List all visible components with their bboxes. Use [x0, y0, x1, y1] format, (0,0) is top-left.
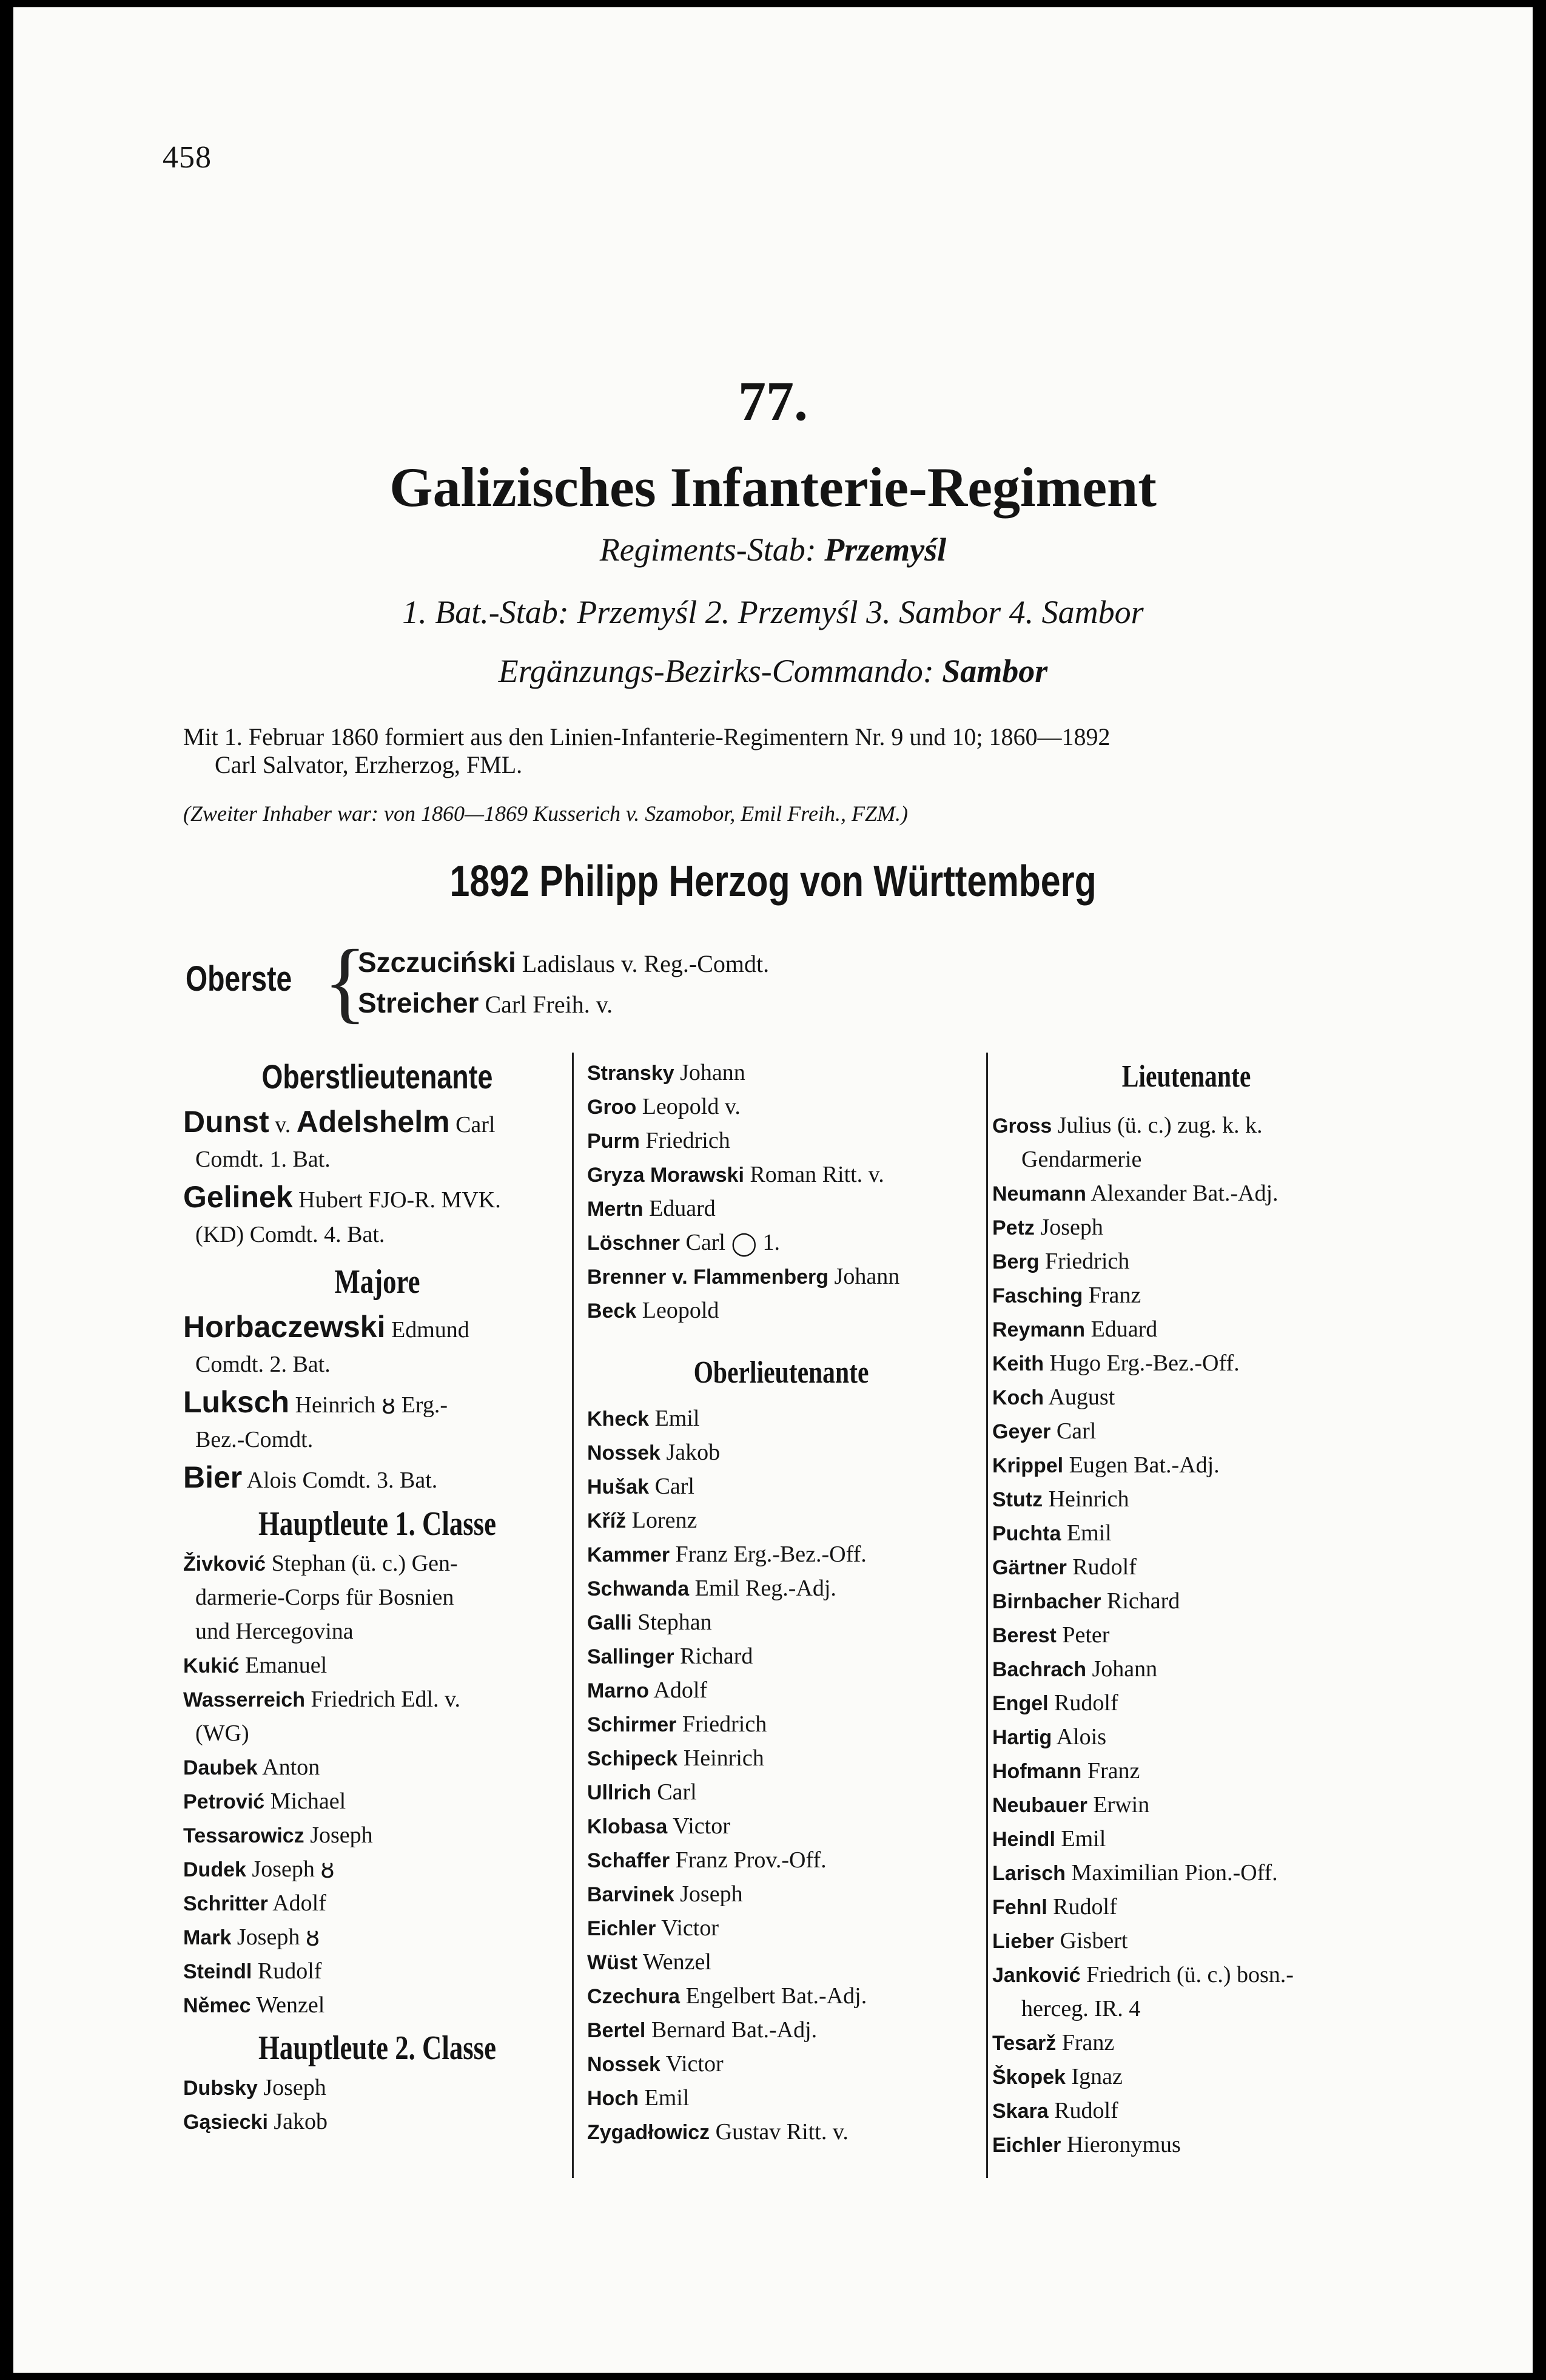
list-item: Dunst v. Adelshelm Carl: [183, 1105, 496, 1139]
list-item: Barvinek Joseph: [587, 1881, 743, 1907]
brace-glyph: {: [323, 931, 367, 1032]
heading-oberstlieutenante: Oberstlieutenante: [261, 1057, 493, 1096]
oberste-label: Oberste: [186, 959, 292, 999]
regiment-chef: 1892 Philipp Herzog von Württemberg: [449, 857, 1097, 906]
list-item: Ullrich Carl: [587, 1779, 697, 1805]
list-item: Schaffer Franz Prov.-Off.: [587, 1847, 827, 1873]
lieutenante-list: [992, 1176, 1380, 1958]
list-item: Stutz Heinrich: [992, 1486, 1129, 1512]
list-item-cont: Bez.-Comdt.: [195, 1427, 314, 1452]
list-item: Wasserreich Friedrich Edl. v.: [183, 1687, 461, 1712]
column-divider: [986, 1053, 988, 2178]
heading-hauptleute-2: Hauptleute 2. Classe: [258, 2029, 496, 2067]
column-2: [587, 1056, 975, 2149]
list-item-cont: und Hercegovina: [195, 1619, 354, 1644]
list-item: Daubek Anton: [183, 1755, 320, 1780]
list-item: Zygadłowicz Gustav Ritt. v.: [587, 2119, 849, 2145]
second-owner-note: (Zweiter Inhaber war: von 1860—1869 Kusserich v. Szamobor, Emil Freih., FZM.): [183, 801, 908, 826]
list-item: Nossek Jakob: [587, 1440, 721, 1465]
list-item: Němec Wenzel: [183, 1992, 325, 2018]
order-symbol-icon: ȣ: [320, 1856, 335, 1883]
page-number: 458: [163, 140, 212, 175]
list-item: Berg Friedrich: [992, 1249, 1130, 1274]
heading-hauptleute-1: Hauptleute 1. Classe: [258, 1505, 496, 1543]
list-item: Fehnl Rudolf: [992, 1894, 1117, 1920]
list-item: Purm Friedrich: [587, 1128, 730, 1153]
list-item: Gelinek Hubert FJO-R. MVK.: [183, 1180, 501, 1214]
list-item: Gärtner Rudolf: [992, 1554, 1137, 1580]
list-item: Kheck Emil: [587, 1406, 700, 1431]
ergaenzung-label: Ergänzungs-Bezirks-Commando:: [498, 653, 934, 689]
list-item: Bier Alois Comdt. 3. Bat.: [183, 1460, 438, 1494]
column-divider: [572, 1053, 574, 2178]
list-item: Gryza Morawski Roman Ritt. v.: [587, 1162, 884, 1187]
lieutenante-list-end: [992, 2026, 1380, 2162]
list-item: Škopek Ignaz: [992, 2064, 1123, 2089]
order-symbol-icon: ȣ: [305, 1924, 320, 1951]
list-item: Berest Peter: [992, 1622, 1110, 1648]
list-item: Beck Leopold: [587, 1298, 719, 1323]
list-item: Schirmer Friedrich: [587, 1711, 767, 1737]
list-item-cont: (WG): [195, 1721, 249, 1746]
list-item: Gross Julius (ü. c.) zug. k. k.: [992, 1113, 1263, 1138]
list-item: Schwanda Emil Reg.-Adj.: [587, 1576, 836, 1601]
list-item: Kříž Lorenz: [587, 1508, 697, 1533]
list-item: Mark Joseph ȣ: [183, 1920, 571, 1954]
list-item-cont: herceg. IR. 4: [1021, 1996, 1141, 2021]
list-item: Tesarž Franz: [992, 2030, 1115, 2055]
column-3: [992, 1053, 1380, 2162]
heading-lieutenante: Lieutenante: [1121, 1059, 1251, 1094]
list-item: Bachrach Johann: [992, 1656, 1158, 1682]
list-item: Engel Rudolf: [992, 1690, 1118, 1716]
heading-oberlieutenante: Oberlieutenante: [693, 1355, 869, 1390]
column-1: [183, 1053, 571, 2139]
list-item: Hušak Carl: [587, 1474, 694, 1499]
history-note: [183, 723, 1396, 779]
list-item: Larisch Maximilian Pion.-Off.: [992, 1860, 1278, 1886]
list-item: Neumann Alexander Bat.-Adj.: [992, 1181, 1279, 1206]
list-item: Eichler Victor: [587, 1915, 719, 1941]
list-item: Geyer Carl: [992, 1418, 1097, 1444]
list-item: Kukić Emanuel: [183, 1653, 328, 1678]
list-item: Galli Stephan: [587, 1610, 712, 1635]
bat-stab-line: 1. Bat.-Stab: Przemyśl 2. Przemyśl 3. Sambor 4. Sambor: [402, 594, 1144, 630]
oberlieutenante-list: [587, 1401, 975, 2149]
list-item: Mertn Eduard: [587, 1196, 716, 1221]
list-item: Steindl Rudolf: [183, 1958, 322, 1984]
list-item: Kammer Franz Erg.-Bez.-Off.: [587, 1542, 867, 1567]
oberste-entry: Streicher Carl Freih. v.: [358, 987, 613, 1019]
list-item: Birnbacher Richard: [992, 1588, 1180, 1614]
list-item: Eichler Hieronymus: [992, 2132, 1181, 2157]
stab-value: Przemyśl: [824, 531, 947, 568]
list-item: Hartig Alois: [992, 1724, 1106, 1750]
list-item: Groo Leopold v.: [587, 1094, 741, 1119]
list-item: Petrović Michael: [183, 1788, 346, 1814]
list-item: Marno Adolf: [587, 1677, 708, 1703]
list-item: Heindl Emil: [992, 1826, 1106, 1852]
list-item: Krippel Eugen Bat.-Adj.: [992, 1452, 1220, 1478]
list-item: Fasching Franz: [992, 1283, 1141, 1308]
list-item: Klobasa Victor: [587, 1813, 730, 1839]
list-item: Schipeck Heinrich: [587, 1745, 764, 1771]
list-item-cont: darmerie-Corps für Bosnien: [195, 1585, 454, 1610]
list-item: Hoch Emil: [587, 2085, 690, 2111]
history-line1: Mit 1. Februar 1860 formiert aus den Linien-Infanterie-Regimentern Nr. 9 und 10; 1860—1892: [183, 723, 1111, 750]
list-item: Löschner Carl ◯ 1.: [587, 1225, 975, 1259]
ergaenzung-line: [0, 652, 1546, 690]
oberste-entry: Szczuciński Ladislaus v. Reg.-Comdt.: [358, 946, 770, 978]
list-item: Tessarowicz Joseph: [183, 1822, 373, 1848]
order-symbol-icon: ȣ: [381, 1392, 396, 1419]
list-item: Dubsky Joseph: [183, 2075, 326, 2100]
list-item: Sallinger Richard: [587, 1643, 753, 1669]
heading-majore: Majore: [334, 1263, 420, 1301]
regiment-number: 77.: [738, 370, 808, 432]
list-item-cont: Comdt. 2. Bat.: [195, 1352, 331, 1377]
regiments-stab-line: [0, 531, 1546, 568]
list-item-cont: (KD) Comdt. 4. Bat.: [195, 1222, 385, 1247]
list-item: Koch August: [992, 1384, 1115, 1410]
regiment-title: Galizisches Infanterie-Regiment: [389, 456, 1157, 518]
circle-decoration-icon: ◯: [731, 1230, 758, 1256]
list-item: Brenner v. Flammenberg Johann: [587, 1264, 900, 1289]
list-item: Hofmann Franz: [992, 1758, 1140, 1784]
list-item: Czechura Engelbert Bat.-Adj.: [587, 1983, 867, 2009]
list-item: Schritter Adolf: [183, 1890, 326, 1916]
ergaenzung-value: Sambor: [942, 653, 1048, 689]
list-item: Wüst Wenzel: [587, 1949, 711, 1975]
list-item: Neubauer Erwin: [992, 1792, 1150, 1818]
stab-label: Regiments-Stab:: [599, 531, 816, 568]
list-item: Keith Hugo Erg.-Bez.-Off.: [992, 1350, 1240, 1376]
oberste-list: [358, 943, 769, 1024]
list-item: Puchta Emil: [992, 1520, 1112, 1546]
list-item: Stransky Johann: [587, 1060, 745, 1085]
list-item: Živković Stephan (ü. c.) Gen-: [183, 1551, 458, 1576]
list-item: Dudek Joseph ȣ: [183, 1852, 571, 1886]
history-line2: Carl Salvator, Erzherzog, FML.: [215, 751, 523, 778]
list-item-cont: Gendarmerie: [1021, 1147, 1142, 1172]
list-item: Luksch Heinrich ȣ Erg.-: [183, 1381, 571, 1423]
list-item: Bertel Bernard Bat.-Adj.: [587, 2017, 818, 2043]
list-item-cont: Comdt. 1. Bat.: [195, 1147, 331, 1172]
list-item: Petz Joseph: [992, 1215, 1103, 1240]
list-item: Reymann Eduard: [992, 1316, 1158, 1342]
list-item: Horbaczewski Edmund: [183, 1310, 469, 1344]
list-item: Janković Friedrich (ü. c.) bosn.-: [992, 1962, 1294, 1987]
list-item: Lieber Gisbert: [992, 1928, 1128, 1954]
list-item: Nossek Victor: [587, 2051, 724, 2077]
list-item: Skara Rudolf: [992, 2098, 1118, 2123]
list-item: Gąsiecki Jakob: [183, 2109, 328, 2134]
